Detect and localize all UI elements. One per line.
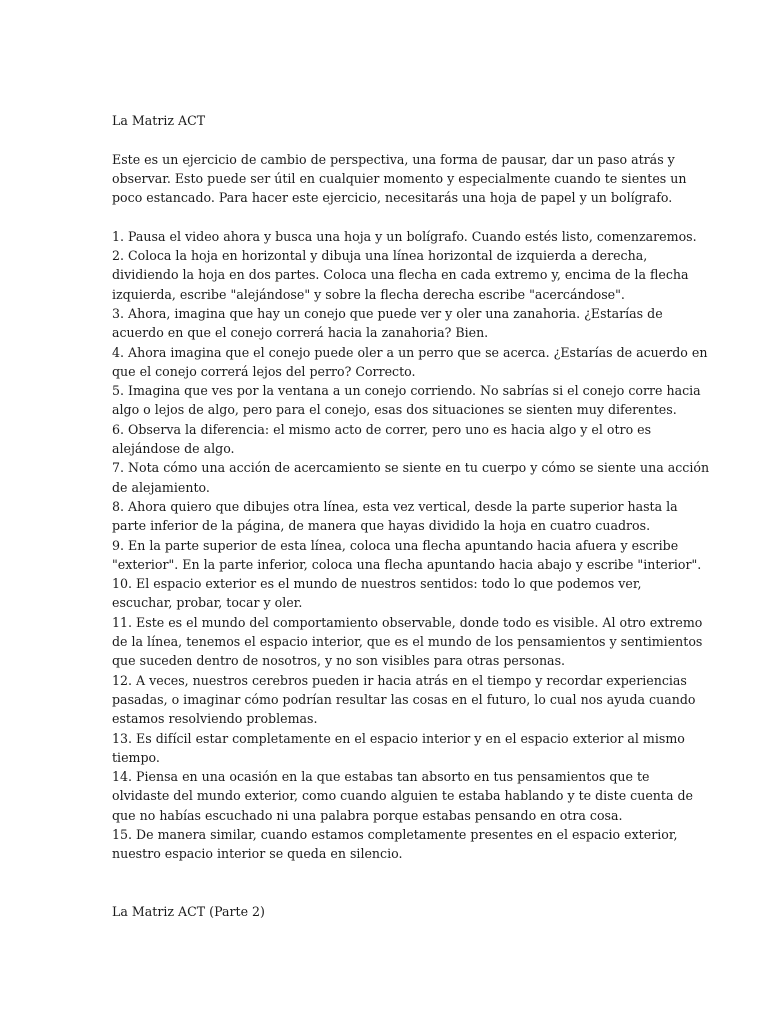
step-line: 15. De manera similar, cuando estamos completamente presentes en el espacio exterior, xyxy=(112,826,678,842)
step-line: 11. Este es el mundo del comportamiento observable, donde todo es visible. Al otro extremo xyxy=(112,614,703,630)
step-line: nuestro espacio interior se queda en silencio. xyxy=(112,846,403,862)
step-line: parte inferior de la página, de manera que hayas dividido la hoja en cuatro cuadros. xyxy=(112,518,651,534)
step-line: estamos resolviendo problemas. xyxy=(112,711,318,727)
step-line: acuerdo en que el conejo correrá hacia la zanahoria? Bien. xyxy=(112,325,489,341)
step-line: que suceden dentro de nosotros, y no son visibles para otras personas. xyxy=(112,653,566,669)
intro-line: Este es un ejercicio de cambio de perspectiva, una forma de pausar, dar un paso atrás y xyxy=(112,151,675,167)
document-page xyxy=(112,111,710,921)
step-line: 8. Ahora quiero que dibujes otra línea, esta vez vertical, desde la parte superior hasta la xyxy=(112,498,678,514)
step-line: 2. Coloca la hoja en horizontal y dibuja una línea horizontal de izquierda a derecha, xyxy=(112,248,648,264)
step-line: dividiendo la hoja en dos partes. Coloca una flecha en cada extremo y, encima de la flecha xyxy=(112,267,689,283)
intro-line: observar. Esto puede ser útil en cualquier momento y especialmente cuando te sientes un xyxy=(112,170,687,186)
step-line: que el conejo correrá lejos del perro? Correcto. xyxy=(112,363,416,379)
document-title: La Matriz ACT xyxy=(112,113,206,128)
intro-paragraph xyxy=(112,150,687,208)
step-line: 9. En la parte superior de esta línea, coloca una flecha apuntando hacia afuera y escribe xyxy=(112,537,679,553)
step-line: 3. Ahora, imagina que hay un conejo que puede ver y oler una zanahoria. ¿Estarías de xyxy=(112,305,663,321)
steps-list xyxy=(112,227,710,864)
step-line: 1. Pausa el video ahora y busca una hoja y un bolígrafo. Cuando estés listo, comenzaremos. xyxy=(112,228,697,244)
intro-line: poco estancado. Para hacer este ejercicio, necesitarás una hoja de papel y un bolígrafo. xyxy=(112,190,673,206)
step-line: 13. Es difícil estar completamente en el espacio interior y en el espacio exterior al mismo xyxy=(112,730,685,746)
step-line: de la línea, tenemos el espacio interior, que es el mundo de los pensamientos y sentimientos xyxy=(112,634,703,650)
step-line: de alejamiento. xyxy=(112,479,210,495)
step-line: "exterior". En la parte inferior, coloca una flecha apuntando hacia abajo y escribe "interior". xyxy=(112,556,702,572)
section-title: La Matriz ACT (Parte 2) xyxy=(112,904,265,920)
step-line: 7. Nota cómo una acción de acercamiento se siente en tu cuerpo y cómo se siente una acción xyxy=(112,460,710,476)
section-gap xyxy=(112,864,658,903)
step-line: escuchar, probar, tocar y oler. xyxy=(112,595,303,611)
step-line: 5. Imagina que ves por la ventana a un conejo corriendo. No sabrías si el conejo corre hacia xyxy=(112,383,701,399)
paragraph-gap xyxy=(112,130,658,149)
step-line: 6. Observa la diferencia: el mismo acto de correr, pero uno es hacia algo y el otro es xyxy=(112,421,652,437)
step-line: pasadas, o imaginar cómo podrían resultar las cosas en el futuro, lo cual nos ayuda cuando xyxy=(112,691,696,707)
step-line: tiempo. xyxy=(112,749,160,765)
step-line: algo o lejos de algo, pero para el conejo, esas dos situaciones se sienten muy diferentes. xyxy=(112,402,677,418)
step-line: 12. A veces, nuestros cerebros pueden ir hacia atrás en el tiempo y recordar experiencias xyxy=(112,672,687,688)
step-line: olvidaste del mundo exterior, como cuando alguien te estaba hablando y te diste cuenta de xyxy=(112,788,693,804)
step-line: izquierda, escribe "alejándose" y sobre la flecha derecha escribe "acercándose". xyxy=(112,286,625,302)
step-line: 14. Piensa en una ocasión en la que estabas tan absorto en tus pensamientos que te xyxy=(112,769,650,785)
step-line: que no habías escuchado ni una palabra porque estabas pensando en otra cosa. xyxy=(112,807,623,823)
step-line: alejándose de algo. xyxy=(112,441,235,457)
step-line: 4. Ahora imagina que el conejo puede oler a un perro que se acerca. ¿Estarías de acuerdo en xyxy=(112,344,708,360)
step-line: 10. El espacio exterior es el mundo de nuestros sentidos: todo lo que podemos ver, xyxy=(112,576,642,592)
paragraph-gap xyxy=(112,207,658,226)
